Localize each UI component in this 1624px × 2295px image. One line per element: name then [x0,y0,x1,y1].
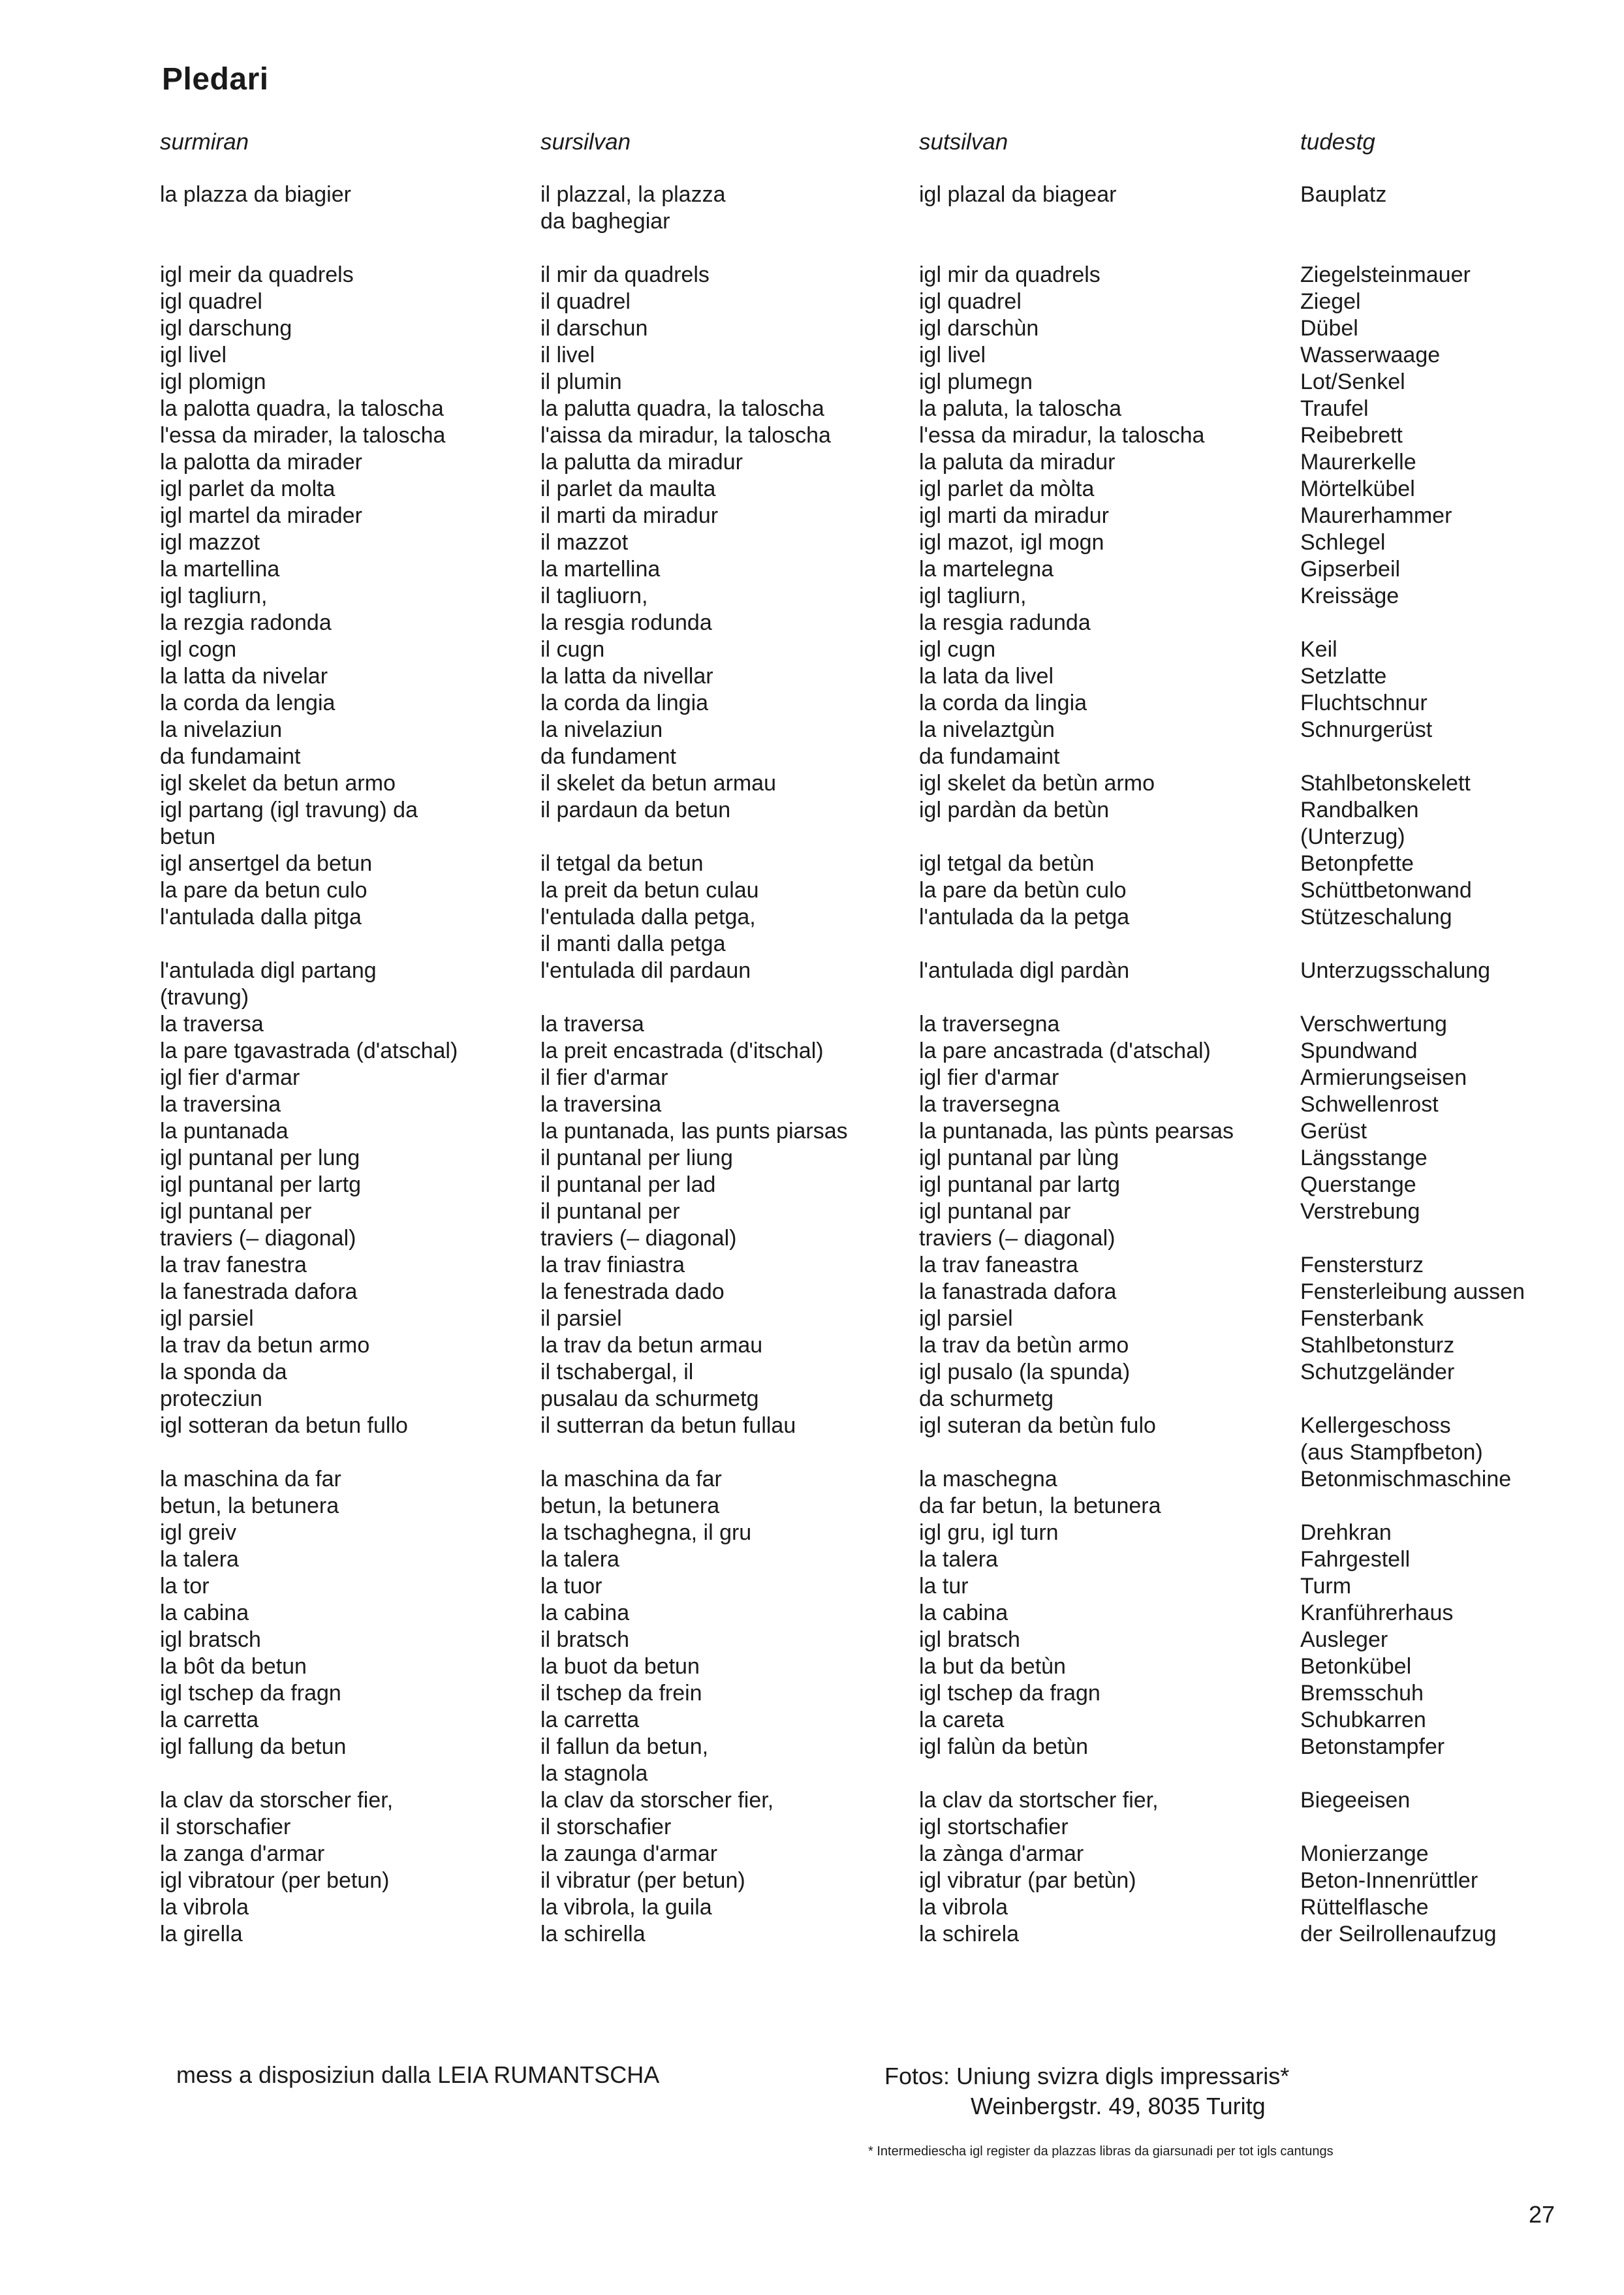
glossary-term: Längsstange [1300,1146,1428,1170]
glossary-term: igl tagliurn, la resgia radunda [919,584,1091,635]
glossary-term: Schüttbetonwand [1300,878,1472,903]
glossary-term: Schnurgerüst [1300,717,1433,742]
glossary-term: la cabina [160,1600,249,1625]
glossary-term: la zanga d'armar [160,1841,325,1866]
glossary-term: l'entulada dalla petga, il manti dalla petga [540,905,756,956]
glossary-term: igl cugn [919,637,996,662]
glossary-term: la traversegna [919,1012,1060,1037]
glossary-term: la corda da lingia [540,691,709,715]
glossary-term: igl puntanal per lartg [160,1172,362,1197]
glossary-term: igl parlet da mòlta [919,476,1095,501]
glossary-term: la nivelaziun da fundamaint [160,717,301,769]
glossary-term: il tschabergal, il pusalau da schurmetg [540,1360,759,1411]
glossary-term: Fahrgestell [1300,1547,1411,1572]
glossary-term: la but da betùn [919,1654,1066,1679]
glossary-term: Schubkarren [1300,1708,1426,1732]
glossary-term: la traversina [160,1092,281,1117]
glossary-term: igl puntanal per traviers (– diagonal) [160,1199,356,1251]
glossary-term: Randbalken (Unterzug) [1300,798,1419,849]
glossary-term: Stahlbetonsturz [1300,1333,1455,1358]
glossary-term: igl puntanal par traviers (– diagonal) [919,1199,1116,1251]
glossary-term: igl vibratour (per betun) [160,1868,390,1893]
glossary-term: Unterzugsschalung [1300,958,1491,983]
glossary-term: la puntanada, las pùnts pearsas [919,1119,1234,1144]
glossary-term: il mir da quadrels [540,262,710,287]
glossary-term: Betonstampfer [1300,1734,1445,1759]
glossary-term: igl cogn [160,637,237,662]
glossary-term: igl plomign [160,369,266,394]
page-title: Pledari [162,62,269,97]
glossary-term: il sutterran da betun fullau [540,1413,796,1438]
glossary-term: igl gru, igl turn [919,1520,1059,1545]
glossary-term: l'essa da mirader, la taloscha [160,423,446,448]
glossary-term: igl darschùn [919,316,1039,341]
glossary-term: il tetgal da betun [540,851,704,876]
glossary-term: la fanestrada dafora [160,1279,358,1304]
glossary-term: igl plazal da biagear [919,182,1117,207]
glossary-term: la schirela [919,1922,1020,1946]
glossary-term: la plazza da biagier [160,182,351,207]
glossary-term: Bremsschuh [1300,1681,1424,1706]
glossary-term: igl mir da quadrels [919,262,1101,287]
glossary-term: Wasserwaage [1300,343,1441,367]
glossary-term: Stützeschalung [1300,905,1452,929]
glossary-term: la nivelaziun da fundament [540,717,676,769]
glossary-term: il fallun da betun, la stagnola [540,1734,709,1786]
glossary-term: l'aissa da miradur, la taloscha [540,423,831,448]
glossary-term: igl bratsch [919,1627,1020,1652]
glossary-term: Schwellenrost [1300,1092,1439,1117]
glossary-term: igl pusalo (la spunda) da schurmetg [919,1360,1131,1411]
glossary-term: il parlet da maulta [540,476,716,501]
glossary-term: il tagliuorn, la resgia rodunda [540,584,712,635]
glossary-term: Rüttelflasche [1300,1895,1429,1920]
glossary-term: igl mazot, igl mogn [919,530,1104,555]
column-surmiran [160,181,458,1948]
glossary-term: la talera [540,1547,619,1572]
glossary-term: la paluta da miradur [919,450,1116,475]
glossary-term: la cabina [919,1600,1008,1625]
column-heading-sutsilvan: sutsilvan [919,129,1008,155]
credit-right [884,2061,1289,2121]
glossary-term: la nivelaztgùn da fundamaint [919,717,1060,769]
glossary-term: la paluta, la taloscha [919,396,1121,421]
glossary-term: la palotta da mirader [160,450,362,475]
glossary-term: l'entulada dil pardaun [540,958,751,983]
glossary-term: il parsiel [540,1306,622,1331]
row-gap [160,235,458,262]
glossary-term: Bauplatz [1300,182,1387,207]
glossary-term: igl tetgal da betùn [919,851,1095,876]
glossary-term: la maschina da far betun, la betunera [540,1467,722,1518]
glossary-term: il plumin [540,369,622,394]
glossary-term: la traversa [540,1012,644,1037]
glossary-term: la talera [160,1547,239,1572]
glossary-term: Betonmischmaschine [1300,1467,1512,1491]
glossary-term: igl quadrel [919,289,1022,314]
glossary-term: la careta [919,1708,1005,1732]
glossary-term: Schutzgeländer [1300,1360,1455,1384]
glossary-term: Betonpfette [1300,851,1414,876]
glossary-term: Keil [1300,637,1337,662]
glossary-term: Fensterbank [1300,1306,1424,1331]
glossary-term: la puntanada, las punts piarsas [540,1119,848,1144]
column-tudestg [1300,181,1525,1948]
glossary-term: la carretta [540,1708,640,1732]
glossary-term: Mörtelkübel [1300,476,1415,501]
glossary-term: la trav da betun armo [160,1333,370,1358]
glossary-term: il quadrel [540,289,631,314]
glossary-term: la trav fanestra [160,1253,307,1277]
glossary-term: la trav faneastra [919,1253,1078,1277]
glossary-term: Verstrebung [1300,1199,1420,1224]
glossary-term: il mazzot [540,530,629,555]
glossary-term: Traufel [1300,396,1369,421]
glossary-term: la zaunga d'armar [540,1841,718,1866]
glossary-term: igl martel da mirader [160,503,362,528]
glossary-term: il livel [540,343,595,367]
glossary-term: la schirella [540,1922,646,1946]
glossary-term: il cugn [540,637,605,662]
glossary-term: il tschep da frein [540,1681,702,1706]
glossary-term: Reibebrett [1300,423,1403,448]
credit-address: Weinbergstr. 49, 8035 Turitg [971,2093,1266,2119]
glossary-term: la bôt da betun [160,1654,307,1679]
glossary-term: la preit da betun culau [540,878,759,903]
glossary-term: il puntanal per lad [540,1172,716,1197]
glossary-term: il marti da miradur [540,503,719,528]
glossary-term: la girella [160,1922,243,1946]
glossary-term: la martellina [160,557,280,582]
glossary-term: igl puntanal per lung [160,1146,360,1170]
glossary-term: la palutta da miradur [540,450,743,475]
glossary-term: la palotta quadra, la taloscha [160,396,444,421]
glossary-term: la pare tgavastrada (d'atschal) [160,1038,458,1063]
glossary-term: Stahlbetonskelett [1300,771,1471,796]
column-heading-surmiran: surmiran [160,129,249,155]
glossary-term: Drehkran [1300,1520,1392,1545]
glossary-term: la trav da betùn armo [919,1333,1129,1358]
glossary-term: la vibrola [919,1895,1008,1920]
glossary-term: la sponda da protecziun [160,1360,287,1411]
glossary-term: Armierungseisen [1300,1065,1467,1090]
glossary-term: igl plumegn [919,369,1033,394]
glossary-term: igl suteran da betùn fulo [919,1413,1156,1438]
glossary-term: Lot/Senkel [1300,369,1405,394]
glossary-term: igl darschung [160,316,292,341]
glossary-term: Ausleger [1300,1627,1388,1652]
glossary-term: l'essa da miradur, la taloscha [919,423,1205,448]
glossary-term: la tschaghegna, il gru [540,1520,752,1545]
glossary-term: la lata da livel [919,664,1054,689]
row-gap [1300,235,1525,262]
glossary-term: igl fier d'armar [160,1065,300,1090]
row-gap [919,235,1234,262]
glossary-term: igl vibratur (par betùn) [919,1868,1136,1893]
glossary-term: la puntanada [160,1119,289,1144]
glossary-term: la corda da lengia [160,691,336,715]
glossary-term: igl puntanal par lartg [919,1172,1121,1197]
glossary-term: la pare da betun culo [160,878,367,903]
page-number: 27 [1529,2201,1555,2228]
glossary-term: la palutta quadra, la taloscha [540,396,824,421]
glossary-term: igl tagliurn, la rezgia radonda [160,584,332,635]
glossary-term: la zànga d'armar [919,1841,1084,1866]
glossary-term: la tuor [540,1574,602,1599]
glossary-term: igl skelet da betun armo [160,771,396,796]
glossary-term: la tur [919,1574,969,1599]
glossary-term: la latta da nivelar [160,664,328,689]
glossary-term: Ziegelsteinmauer [1300,262,1471,287]
glossary-term: igl tschep da fragn [919,1681,1101,1706]
glossary-term: la clav da stortscher fier, igl stortschafier [919,1788,1159,1839]
glossary-term: Dübel [1300,316,1358,341]
glossary-term: Kellergeschoss (aus Stampfbeton) [1300,1413,1483,1465]
glossary-term: Beton-Innenrüttler [1300,1868,1478,1893]
glossary-term: il vibratur (per betun) [540,1868,745,1893]
glossary-term: la traversa [160,1012,264,1037]
glossary-term: la pare da betùn culo [919,878,1127,903]
footnote: * Intermediescha igl register da plazzas libras da giarsunadi per tot igls cantungs [868,2144,1334,2159]
glossary-term: la tor [160,1574,210,1599]
glossary-term: Fluchtschnur [1300,691,1428,715]
glossary-term: l'antulada digl pardàn [919,958,1130,983]
glossary-term: igl parsiel [160,1306,254,1331]
glossary-term: der Seilrollenaufzug [1300,1922,1497,1946]
glossary-term: igl fier d'armar [919,1065,1059,1090]
glossary-term: igl puntanal par lùng [919,1146,1119,1170]
glossary-term: Turm [1300,1574,1352,1599]
glossary-term: igl quadrel [160,289,262,314]
glossary-term: la corda da lingia [919,691,1087,715]
glossary-term: il bratsch [540,1627,630,1652]
glossary-term: la latta da nivellar [540,664,713,689]
glossary-term: Kreissäge [1300,584,1399,608]
glossary-term: la traversina [540,1092,662,1117]
credit-photos: Fotos: Uniung svizra digls impressaris* [884,2063,1290,2089]
glossary-term: la martelegna [919,557,1054,582]
glossary-term: Spundwand [1300,1038,1418,1063]
glossary-term: igl ansertgel da betun [160,851,373,876]
glossary-term: l'antulada digl partang (travung) [160,958,377,1010]
glossary-term: igl fallung da betun [160,1734,347,1759]
glossary-term: Fenstersturz [1300,1253,1424,1277]
glossary-term: la cabina [540,1600,630,1625]
column-heading-tudestg: tudestg [1300,129,1375,155]
glossary-term: la traversegna [919,1092,1060,1117]
glossary-term: il puntanal per traviers (– diagonal) [540,1199,737,1251]
glossary-term: igl mazzot [160,530,260,555]
glossary-term: il skelet da betun armau [540,771,776,796]
glossary-term: la trav finiastra [540,1253,685,1277]
glossary-term: la clav da storscher fier, il storschafier [160,1788,394,1839]
glossary-term: Betonkübel [1300,1654,1412,1679]
glossary-term: la maschegna da far betun, la betunera [919,1467,1161,1518]
glossary-term: il puntanal per liung [540,1146,733,1170]
glossary-term: Maurerkelle [1300,450,1416,475]
glossary-term: igl meir da quadrels [160,262,354,287]
glossary-term: igl partang (igl travung) da betun [160,798,418,849]
glossary-term: la maschina da far betun, la betunera [160,1467,341,1518]
glossary-term: igl bratsch [160,1627,261,1652]
glossary-term: igl tschep da fragn [160,1681,341,1706]
glossary-term: igl marti da miradur [919,503,1109,528]
glossary-term: Kranführerhaus [1300,1600,1454,1625]
glossary-term: igl skelet da betùn armo [919,771,1155,796]
glossary-term: Gerüst [1300,1119,1367,1144]
glossary-term: Maurerhammer [1300,503,1452,528]
glossary-term: la talera [919,1547,998,1572]
glossary-term: la fanastrada dafora [919,1279,1117,1304]
glossary-term: igl parsiel [919,1306,1013,1331]
glossary-term: Querstange [1300,1172,1416,1197]
glossary-term: Verschwertung [1300,1012,1447,1037]
glossary-term: il darschun [540,316,648,341]
column-sursilvan [540,181,848,1948]
glossary-term: igl parlet da molta [160,476,336,501]
glossary-term: Schlegel [1300,530,1386,555]
glossary-term: la carretta [160,1708,259,1732]
glossary-term: Fensterleibung aussen [1300,1279,1525,1304]
glossary-term: l'antulada da la petga [919,905,1130,929]
column-heading-sursilvan: sursilvan [540,129,631,155]
glossary-term: il fier d'armar [540,1065,668,1090]
column-sutsilvan [919,181,1234,1948]
glossary-term: igl livel [160,343,227,367]
credit-left: mess a disposiziun dalla LEIA RUMANTSCHA [176,2061,660,2088]
glossary-term: Setzlatte [1300,664,1387,689]
glossary-term: Biegeeisen [1300,1788,1411,1813]
glossary-term: la pare ancastrada (d'atschal) [919,1038,1211,1063]
glossary-term: Ziegel [1300,289,1361,314]
glossary-term: il pardaun da betun [540,798,731,822]
glossary-term: il plazzal, la plazza da baghegiar [540,182,726,234]
glossary-term: Gipserbeil [1300,557,1401,582]
glossary-term: Monierzange [1300,1841,1429,1866]
glossary-term: la clav da storscher fier, il storschafier [540,1788,774,1839]
glossary-term: la buot da betun [540,1654,700,1679]
glossary-term: la vibrola [160,1895,249,1920]
glossary-term: la fenestrada dado [540,1279,725,1304]
glossary-term: igl falùn da betùn [919,1734,1088,1759]
glossary-term: igl greiv [160,1520,237,1545]
glossary-term: la martellina [540,557,661,582]
glossary-term: la vibrola, la guila [540,1895,712,1920]
glossary-term: igl livel [919,343,986,367]
glossary-term: igl sotteran da betun fullo [160,1413,408,1438]
glossary-term: igl pardàn da betùn [919,798,1110,822]
row-gap [540,235,848,262]
glossary-term: la trav da betun armau [540,1333,763,1358]
glossary-term: l'antulada dalla pitga [160,905,362,929]
glossary-term: la preit encastrada (d'itschal) [540,1038,824,1063]
